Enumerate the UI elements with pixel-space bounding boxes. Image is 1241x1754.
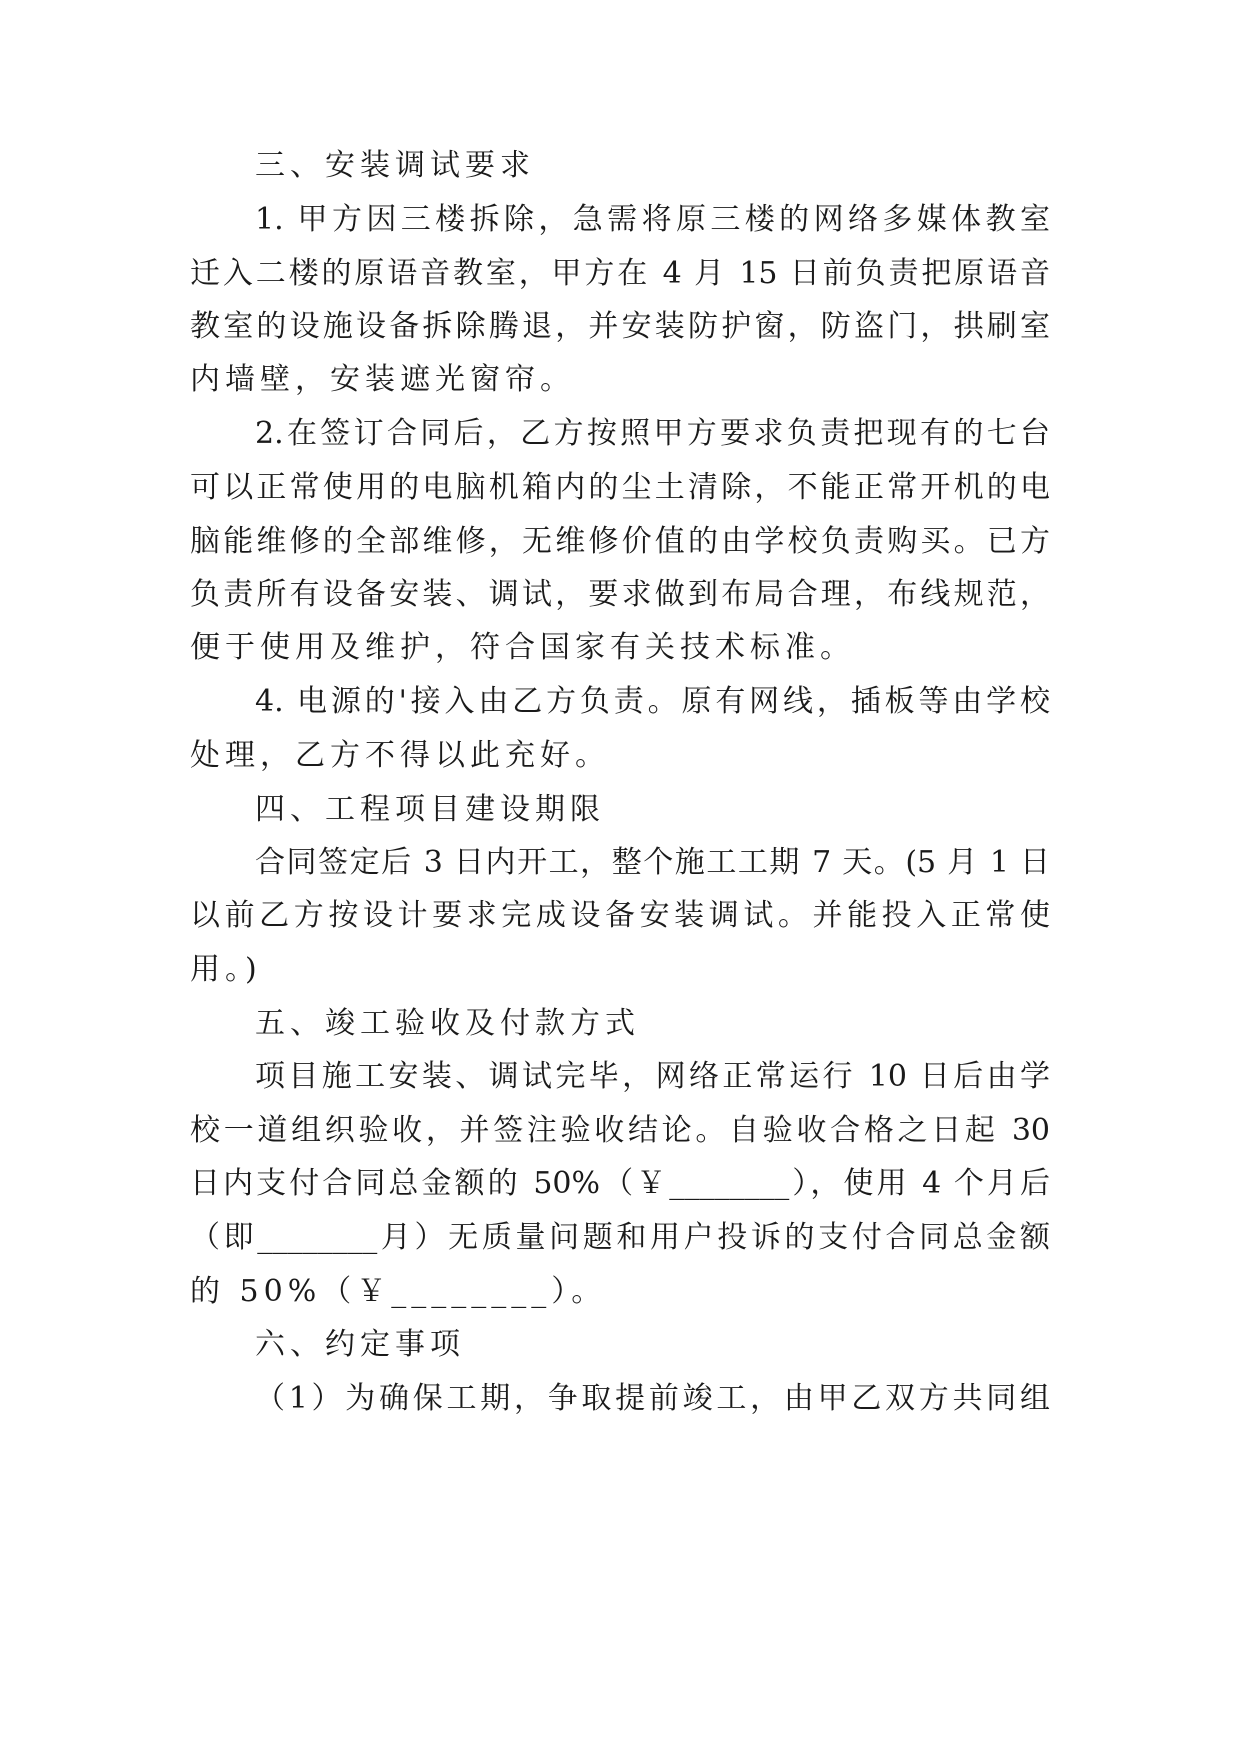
paragraph-line: （即________月）无质量问题和用户投诉的支付合同总金额 (190, 1220, 1050, 1255)
paragraph-line: 4. 电源的'接入由乙方负责。原有网线，插板等由学校 (255, 684, 1050, 719)
paragraph-line: 脑能维修的全部维修，无维修价值的由学校负责购买。已方 (190, 524, 1050, 559)
paragraph-line: 处理，乙方不得以此充好。 (190, 738, 610, 773)
paragraph-line: 校一道组织验收，并签注验收结论。自验收合格之日起 30 (190, 1113, 1050, 1148)
paragraph-line: 项目施工安装、调试完毕，网络正常运行 10 日后由学 (255, 1059, 1050, 1094)
paragraph-line: 可以正常使用的电脑机箱内的尘土清除，不能正常开机的电 (190, 470, 1050, 505)
paragraph-line: 2.在签订合同后，乙方按照甲方要求负责把现有的七台 (255, 416, 1050, 451)
paragraph-line: 负责所有设备安装、调试，要求做到布局合理，布线规范， (190, 577, 1050, 612)
paragraph-line: 用。) (190, 952, 262, 987)
section-heading-agreements: 六、约定事项 (255, 1327, 465, 1362)
paragraph-line: 迁入二楼的原语音教室，甲方在 4 月 15 日前负责把原语音 (190, 256, 1050, 291)
paragraph-line: 以前乙方按设计要求完成设备安装调试。并能投入正常使 (190, 898, 1050, 933)
paragraph-line: 合同签定后 3 日内开工，整个施工工期 7 天。(5 月 1 日 (255, 845, 1050, 880)
section-heading-schedule: 四、工程项目建设期限 (255, 792, 605, 827)
paragraph-line: 的 50%（￥________）。 (190, 1274, 607, 1309)
paragraph-line: 便于使用及维护，符合国家有关技术标准。 (190, 630, 855, 665)
paragraph-line: 教室的设施设备拆除腾退，并安装防护窗，防盗门，拱刷室 (190, 309, 1050, 344)
section-heading-acceptance: 五、竣工验收及付款方式 (255, 1006, 640, 1041)
paragraph-line: 1. 甲方因三楼拆除，急需将原三楼的网络多媒体教室 (255, 202, 1050, 237)
section-heading-installation: 三、安装调试要求 (255, 148, 535, 183)
paragraph-line: （1）为确保工期，争取提前竣工，由甲乙双方共同组 (255, 1381, 1050, 1416)
paragraph-line: 内墙壁，安装遮光窗帘。 (190, 362, 575, 397)
paragraph-line: 日内支付合同总金额的 50%（￥________），使用 4 个月后 (190, 1166, 1050, 1201)
